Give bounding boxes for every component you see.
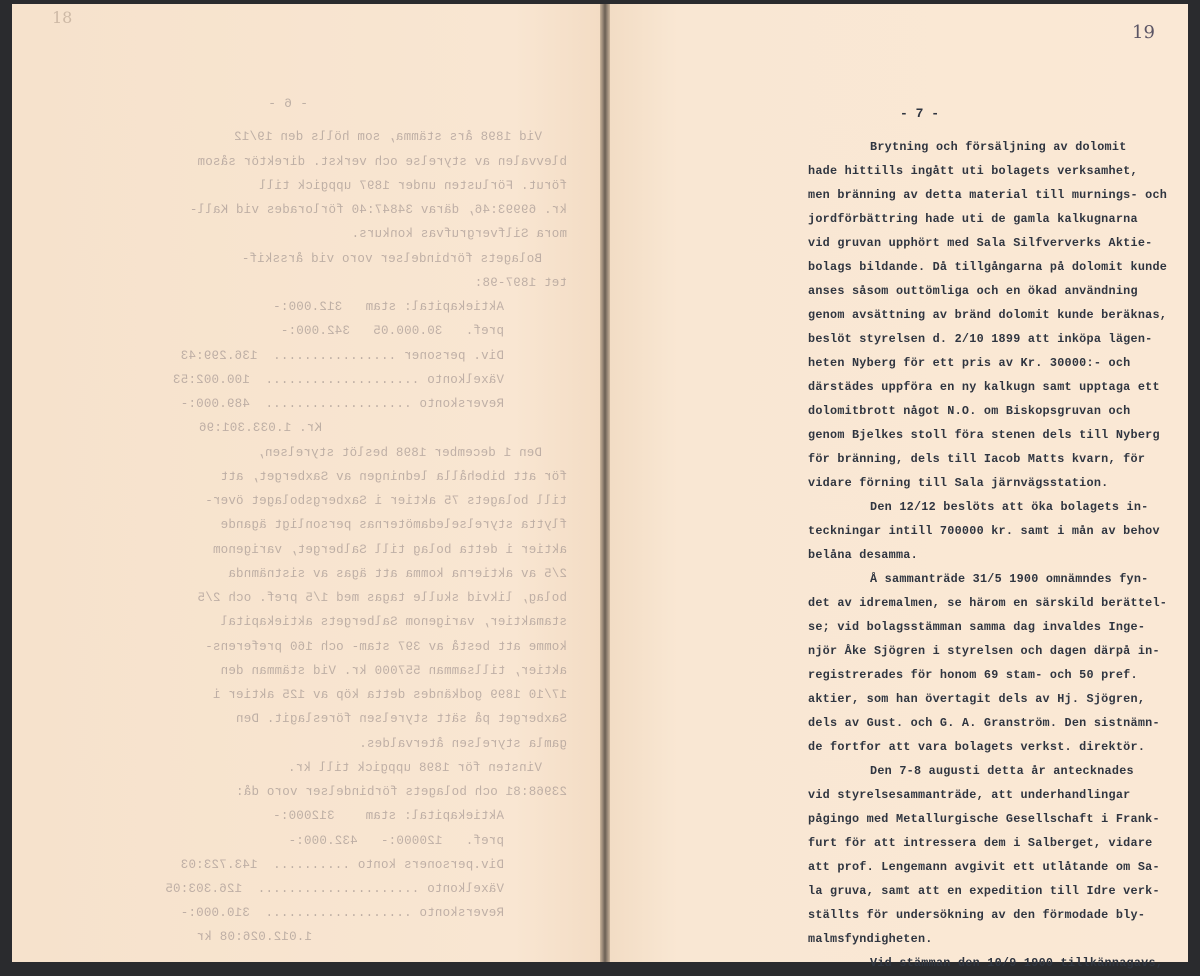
left-page-number: - 6 - [267,96,308,111]
right-line: bolags bildande. Då tillgångarna på dolomit kunde [808,260,1168,274]
right-line: njör Åke Sjögren i styrelsen och dagen därpå in- [808,644,1160,658]
left-line: till bolagets 75 aktier i Saxbergsbolaget över- [205,494,567,508]
right-corner-mark: 19 [1132,22,1155,43]
left-line: flytta styrelseledamöternas personligt ägande [220,518,567,532]
left-line: Vid 1898 års stämma, som hölls den 19/12 [233,130,542,144]
right-line: furt för att intressera dem i Salberget, vidare [808,836,1153,850]
right-line: malmsfyndigheten. [808,932,933,946]
right-line: Å sammanträde 31/5 1900 omnämndes fyn- [870,572,1149,586]
right-line: Den 12/12 beslöts att öka bolagets in- [870,500,1149,514]
right-line: heten Nyberg för ett pris av Kr. 30000:- och [808,356,1131,370]
left-line: Reverskonto ................... 489.000:- [180,397,504,411]
right-line: hade hittills ingått uti bolagets verksamhet, [808,164,1138,178]
right-line: beslöt styrelsen d. 2/10 1899 att inköpa lägen- [808,332,1153,346]
left-line: Reverskonto ................... 310.000:- [180,906,504,920]
right-line: men bränning av detta material till murnings- och [808,188,1168,202]
left-line: blevvalen av styrelse och verkst. direktör såsom [197,155,567,169]
right-line: registrerades för honom 69 stam- och 50 pref. [808,668,1138,682]
right-line: Vid stämman den 10/9 1900 tillkännagavs, [870,956,1164,970]
left-line: Kr. 1.033.301:96 [198,421,322,435]
left-line: Aktiekapital: stam 312000:- [272,809,504,823]
left-line: Aktiekapital: stam 312.000:- [272,300,504,314]
right-line: dolomitbrott något N.O. om Biskopsgruvan och [808,404,1131,418]
right-line: la gruva, samt att en expedition till Idre verk- [808,884,1160,898]
left-line: 2/5 av aktierna komma att ägas av sistnämnda [228,567,567,581]
left-line: förut. Förlusten under 1897 uppgick till [258,179,567,193]
right-line: Den 7-8 augusti detta år antecknades [870,764,1134,778]
right-line: belåna desamma. [808,548,918,562]
left-line: Bolagets förbindelser voro vid årsskif- [241,252,542,266]
left-line: Den 1 december 1898 beslöt styrelsen, [257,446,542,460]
right-line: pågingo med Metallurgische Gesellschaft i Frank- [808,812,1160,826]
left-line: kr. 69993:46, därav 34847:40 förlorades vid Kall- [189,203,567,217]
right-line: vidare förning till Sala järnvägsstation. [808,476,1109,490]
left-line: 17/10 1899 godkändes detta köp av 125 aktier i [212,688,567,702]
right-line: genom Bjelkes stoll föra stenen dels till Nyberg [808,428,1160,442]
left-line: Saxberget på sätt styrelsen föreslagit. Den [235,712,567,726]
right-line: anses såsom outtömliga och en ökad användning [808,284,1138,298]
left-line: stamaktier, varigenom Salbergets aktiekapital [220,615,567,629]
left-line: för att bibehålla ledningen av Saxberget, att [220,470,567,484]
right-line: att prof. Lengemann avgivit ett utlåtande om Sa- [808,860,1160,874]
left-line: Vinsten för 1898 uppgick till kr. [287,761,542,775]
left-line: Div.personers konto .......... 143.723:03 [180,858,504,872]
right-line: det av idremalmen, se härom en särskild berättel- [808,596,1168,610]
left-line: pref. 120000:- 432.000:- [288,834,504,848]
right-line: för bränning, dels till Iacob Matts kvarn, för [808,452,1146,466]
right-line: se; vid bolagsstämman samma dag invaldes Inge- [808,620,1146,634]
right-line: därstädes uppföra en ny kalkugn samt upptaga ett [808,380,1160,394]
left-line: gamla styrelsen återvaldes. [359,737,567,751]
right-line: dels av Gust. och G. A. Granström. Den sistnämn- [808,716,1160,730]
left-line: 23968:81 och bolagets förbindelser voro då: [235,785,567,799]
left-line: mora Silfvergrufvas konkurs. [351,227,567,241]
right-line: vid styrelsesammanträde, att underhandlingar [808,788,1131,802]
left-page-bleed-through [12,4,602,962]
left-line: tet 1897-98: [474,276,567,290]
left-line: Växelkonto ..................... 126.303:05 [165,882,504,896]
left-line: aktier, tillsamman 557000 kr. Vid stämman den [220,664,567,678]
right-line: teckningar intill 700000 kr. samt i mån av behov [808,524,1160,538]
right-line: Brytning och försäljning av dolomit [870,140,1127,154]
right-page-number: - 7 - [900,106,940,121]
left-line: pref. 30.000.05 342.000:- [280,324,504,338]
left-corner-mark: 18 [52,8,73,27]
right-line: genom avsättning av bränd dolomit kunde beräknas, [808,308,1168,322]
left-line: 1.012.026:08 kr [196,930,312,944]
left-line: aktier i detta bolag till Salberget, varigenom [212,543,567,557]
right-line: aktier, som han övertagit dels av Hj. Sjögren, [808,692,1146,706]
left-line: Växelkonto .................... 100.002:53 [172,373,504,387]
left-line: komme att bestå av 397 stam- och 160 preferens- [205,640,567,654]
right-line: jordförbättring hade uti de gamla kalkugnarna [808,212,1138,226]
left-line: bolag, likvid skulle tagas med 1/5 pref. och 2/5 [197,591,567,605]
left-line: Div. personer ................ 136.299:43 [180,349,504,363]
right-line: de fortfor att vara bolagets verkst. direktör. [808,740,1146,754]
right-line: vid gruvan upphört med Sala Silfververks Aktie- [808,236,1153,250]
right-line: ställts för undersökning av den förmodade bly- [808,908,1146,922]
